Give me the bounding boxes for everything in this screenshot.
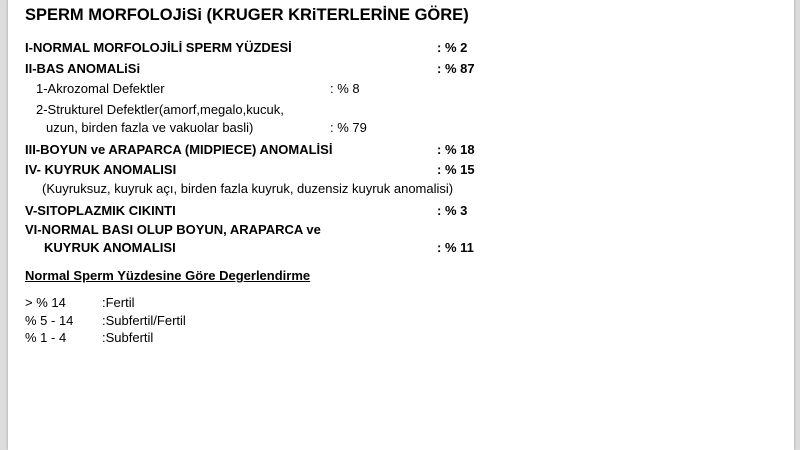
evaluation-range-3: % 1 - 4 xyxy=(25,330,67,345)
neck-midpiece-anomaly-label: III-BOYUN ve ARAPARCA (MIDPIECE) ANOMALİSİ xyxy=(25,142,333,157)
cytoplasmic-droplet-value: : % 3 xyxy=(437,203,468,218)
evaluation-result-1: :Fertil xyxy=(102,295,135,310)
evaluation-range-1: > % 14 xyxy=(25,295,66,310)
evaluation-result-3: :Subfertil xyxy=(102,330,154,345)
structural-defects-label-line1: 2-Strukturel Defektler(amorf,megalo,kucuk, xyxy=(36,102,284,117)
evaluation-result-2: :Subfertil/Fertil xyxy=(102,313,186,328)
normal-head-other-anomaly-value: : % 11 xyxy=(437,240,474,255)
evaluation-range-2: % 5 - 14 xyxy=(25,313,74,328)
acrosomal-defects-label: 1-Akrozomal Defektler xyxy=(36,81,165,96)
evaluation-heading: Normal Sperm Yüzdesine Göre Degerlendirme xyxy=(25,268,311,283)
head-anomaly-value: : % 87 xyxy=(437,61,475,76)
normal-head-other-anomaly-label-line2: KUYRUK ANOMALISI xyxy=(44,240,176,255)
structural-defects-value: : % 79 xyxy=(330,120,367,135)
cytoplasmic-droplet-label: V-SITOPLAZMIK CIKINTI xyxy=(25,203,176,218)
structural-defects-label-line2: uzun, birden fazla ve vakuolar basli) xyxy=(46,120,254,135)
normal-head-other-anomaly-label-line1: VI-NORMAL BASI OLUP BOYUN, ARAPARCA ve xyxy=(25,222,321,237)
document-page xyxy=(8,0,794,450)
normal-morphology-value: : % 2 xyxy=(437,40,468,55)
acrosomal-defects-value: : % 8 xyxy=(330,81,360,96)
tail-anomaly-label: IV- KUYRUK ANOMALISI xyxy=(25,162,177,177)
tail-anomaly-value: : % 15 xyxy=(437,162,475,177)
head-anomaly-label: II-BAS ANOMALiSi xyxy=(25,61,141,76)
neck-midpiece-anomaly-value: : % 18 xyxy=(437,142,475,157)
tail-anomaly-note: (Kuyruksuz, kuyruk açı, birden fazla kuyruk, duzensiz kuyruk anomalisi) xyxy=(42,181,454,196)
document-title: SPERM MORFOLOJiSi (KRUGER KRiTERLERİNE GÖRE) xyxy=(25,6,469,24)
normal-morphology-label: I-NORMAL MORFOLOJİLİ SPERM YÜZDESİ xyxy=(25,40,292,55)
